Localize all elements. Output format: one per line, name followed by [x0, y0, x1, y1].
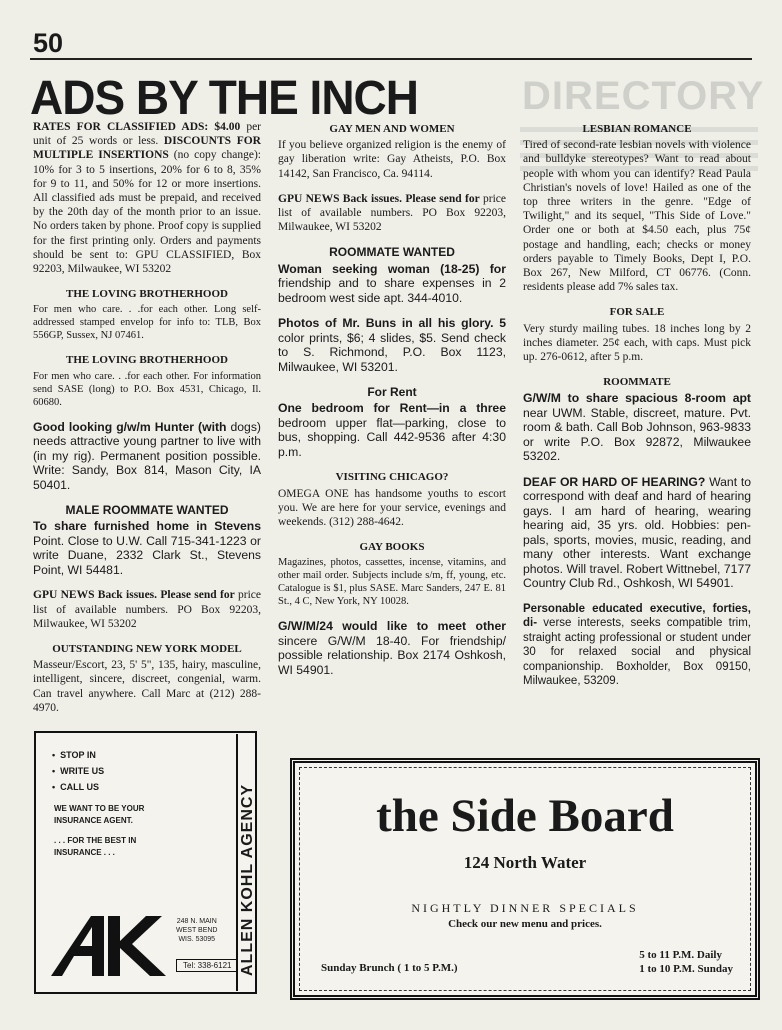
- sideboard-brunch: Sunday Brunch ( 1 to 5 P.M.): [321, 962, 458, 974]
- ad-body: For men who care. . .for each other. For information send SASE (long) to P.O. Box 4531, Chicago, Il. 60680.: [33, 370, 261, 408]
- sideboard-hours: [639, 948, 733, 976]
- list-item: • CALL US: [52, 782, 99, 792]
- sideboard-menu-note: Check our new menu and prices.: [448, 918, 602, 930]
- ad-body: [33, 420, 261, 493]
- rates-block: [33, 120, 261, 276]
- ad-heading: THE LOVING BROTHERHOOD: [66, 288, 228, 301]
- ad-lead: Woman seeking woman (18-25) for: [278, 261, 506, 276]
- address-line: 248 N. MAIN: [176, 918, 217, 925]
- list-item: • WRITE US: [52, 766, 105, 776]
- ad-text: Want to correspond with deaf and hard of hearing gays. I am hard of hearing, wearing hearing aid, 35 yrs. old. Hobbies: pen-pals, sports, movies, music, reading, and many other interests. Want exchange photos. Will travel. Robert Wittnebel, 7177 Country Club Rd., Oshkosh, WI 54901.: [523, 474, 752, 591]
- insurance-ad: [34, 731, 257, 994]
- ad-heading: ROOMMATE WANTED: [329, 245, 455, 260]
- ad-text: bedroom upper flat—parking, close to bus, shopping. Call 442-9536 after 4:30 p.m.: [278, 415, 506, 459]
- sideboard-name: the Side Board: [376, 790, 674, 842]
- insurance-list: [52, 747, 255, 795]
- discounts-text: (no copy change): 10% for 3 to 5 insertions, 20% for 6 to 8, 35% for 9 to 11, and 50% for 12 or more insertions. All classified ads must be prepaid, and received by the 20th day of the month prior to an issue. No orders taken by phone. Proof copy is supplied for the first printing only. Orders and payments should be sent to: GPU CLASSIFIED, Box 92203, Milwaukee, WI 53202: [33, 149, 261, 276]
- ad-heading: GAY BOOKS: [359, 541, 425, 554]
- section-title: ADS BY THE INCH: [30, 69, 418, 125]
- ad-lead: Photos of Mr. Buns in all his glory. 5: [278, 316, 506, 331]
- ad-heading: GAY MEN AND WOMEN: [329, 123, 455, 135]
- ad-body: Tired of second-rate lesbian novels with violence and bulldyke stereotypes? Want to read about people with whom you can identify? Read Paula Christian's novels of love! Hailed as one of the top three writers in the genre. "Edge of Twilight," and its sequel, "This Side of Love." Order one or both at $4.50 each, plus 75¢ postage and handling, each; checks or money orders payable to Timely Books, Dept I, P.O. Box 267, New Milford, CT 06776. (Conn. residents please add 7% sales tax.: [523, 139, 751, 294]
- ad-body: [523, 475, 751, 591]
- ad-body: [523, 391, 751, 464]
- sideboard-specials: NIGHTLY DINNER SPECIALS: [411, 901, 639, 915]
- ad-body: [523, 602, 751, 689]
- ad-heading: MALE ROOMMATE WANTED: [65, 503, 229, 518]
- ad-lead: One bedroom for Rent—in a three: [278, 401, 506, 416]
- ad-body: Magazines, photos, cassettes, incense, vitamins, and other mail order. Subjects include s/m, ff, young, etc. Catalogue is $1, plus SASE. Marc Sanders, 247 E. 81 St., 4 C, New York, NY 10028.: [278, 557, 506, 608]
- address-line: WEST BEND: [176, 927, 218, 934]
- rates-heading: RATES FOR CLASSIFIED ADS: $4.00: [33, 121, 241, 133]
- ad-body: Very sturdy mailing tubes. 18 inches long by 2 inches diameter. 25¢ each, with caps. Must pick up. 276-0612, after 5 p.m.: [523, 322, 751, 364]
- list-item: • STOP IN: [52, 750, 96, 760]
- list-item-label: WRITE US: [60, 766, 105, 776]
- ad-heading: OUTSTANDING NEW YORK MODEL: [52, 642, 242, 655]
- ad-text: Point. Close to U.W. Call 715-341-1223 or write Duane, 2332 Clark St., Stevens Point, WI 54481.: [33, 533, 261, 577]
- ad-body: [33, 588, 261, 631]
- agency-name: ALLEN KOHL AGENCY: [239, 783, 256, 976]
- ad-body: For men who care. . .for each other. Long self-addressed stamped envelop for info to: TLB, Box 556GP, Sussex, NJ 07461.: [33, 304, 261, 342]
- ad-heading: FOR SALE: [609, 306, 665, 319]
- ad-body: Masseur/Escort, 23, 5' 5", 135, hairy, masculine, intelligent, sincere, discreet, congenial, warm. Can travel anywhere. Call Marc at (212) 288-4970.: [33, 659, 261, 714]
- header-rule: [30, 58, 752, 60]
- hours-line: 5 to 11 P.M. Daily: [639, 949, 722, 961]
- column-2: [278, 122, 506, 688]
- ad-body: [278, 192, 506, 235]
- ad-text: price list of available numbers. PO Box 92203, Milwaukee, WI 53202: [278, 192, 506, 234]
- discounts-heading: DISCOUNTS FOR MULTIPLE INSERTIONS: [33, 135, 261, 162]
- ad-body: [33, 519, 261, 577]
- ad-lead: G/W/M to share spacious 8-room apt: [523, 391, 751, 406]
- insurance-phone: Tel: 338-6121: [176, 959, 238, 972]
- ad-lead: GPU NEWS Back issues. Please send for: [33, 589, 235, 602]
- ad-heading: VISITING CHICAGO?: [335, 471, 449, 484]
- sideboard-address: 124 North Water: [463, 853, 587, 872]
- ak-logo-text: AK: [46, 911, 48, 912]
- ad-body: [278, 316, 506, 374]
- ad-text: color prints, $6; 4 slides, $5. Send check to S. Richmond, P.O. Box 1123, Milwaukee, WI 53201.: [278, 330, 506, 374]
- hours-line: 1 to 10 P.M. Sunday: [639, 963, 733, 975]
- insurance-tagline-2: . . . FOR THE BEST IN INSURANCE . . .: [54, 836, 137, 857]
- ad-lead: DEAF OR HARD OF HEARING?: [523, 474, 706, 489]
- ad-body: If you believe organized religion is the enemy of gay liberation write: Gay Atheists, P.O. Box 14142, San Francisco, Ca. 94114.: [278, 139, 506, 180]
- ak-logo-icon: [46, 911, 171, 981]
- column-1: [33, 120, 261, 726]
- ad-heading: LESBIAN ROMANCE: [582, 123, 692, 135]
- list-item-label: CALL US: [60, 782, 99, 792]
- ad-heading: For Rent: [367, 385, 417, 400]
- ad-lead: GPU NEWS Back issues. Please send for: [278, 192, 480, 205]
- ad-text: near UWM. Stable, discreet, mature. Pvt. room & bath. Call Bob Johnson, 963-9833 or write P.O. Box 92872, Milwaukee 53202.: [523, 405, 751, 464]
- rates-text: per unit of 25 words or less.: [33, 121, 261, 148]
- ad-text: friendship and to share expenses in 2 bedroom west side apt. 344-4010.: [278, 276, 506, 305]
- page-number: 50: [33, 28, 64, 58]
- ad-lead: To share furnished home in Stevens: [33, 519, 261, 534]
- list-item-label: STOP IN: [60, 750, 96, 760]
- ad-text: price list of available numbers. PO Box 92203, Milwaukee, WI 53202: [33, 589, 261, 630]
- ad-heading: ROOMMATE: [603, 376, 671, 389]
- column-3: [523, 122, 751, 700]
- ad-heading: THE LOVING BROTHERHOOD: [66, 354, 228, 367]
- address-line: WIS. 53095: [178, 936, 216, 943]
- ad-lead: Personable educated executive, forties, di-: [523, 602, 751, 630]
- agency-name-band: [236, 734, 257, 991]
- ad-body: [278, 262, 506, 306]
- ad-text: sincere G/W/M 18-40. For friendship/ possible relationship. Box 2174 Oshkosh, WI 54901.: [278, 633, 506, 677]
- ad-body: [278, 619, 506, 677]
- ad-body: [278, 401, 506, 459]
- ad-body: OMEGA ONE has handsome youths to escort you. We are here for your service, evenings and weekends. (312) 288-4642.: [278, 487, 506, 528]
- insurance-address: [176, 917, 218, 944]
- insurance-tagline: WE WANT TO BE YOUR INSURANCE AGENT.: [54, 804, 145, 825]
- bleed-through-title: DIRECTORY: [522, 74, 765, 118]
- ad-lead: Good looking g/w/m Hunter (with: [33, 419, 227, 434]
- sideboard-ad: [290, 758, 760, 1000]
- ad-text: verse interests, seeks compatible trim, straight acting professional or student under 30 for relaxed social and physical companionship. Boxholder, Box 09150, Milwaukee, 53209.: [523, 617, 751, 688]
- ad-text: dogs) needs attractive young partner to live with (in my rig). Permanent position possible. Write: Sandy, Box 814, Mason City, IA 50401.: [33, 419, 261, 492]
- ad-lead: G/W/M/24 would like to meet other: [278, 619, 506, 634]
